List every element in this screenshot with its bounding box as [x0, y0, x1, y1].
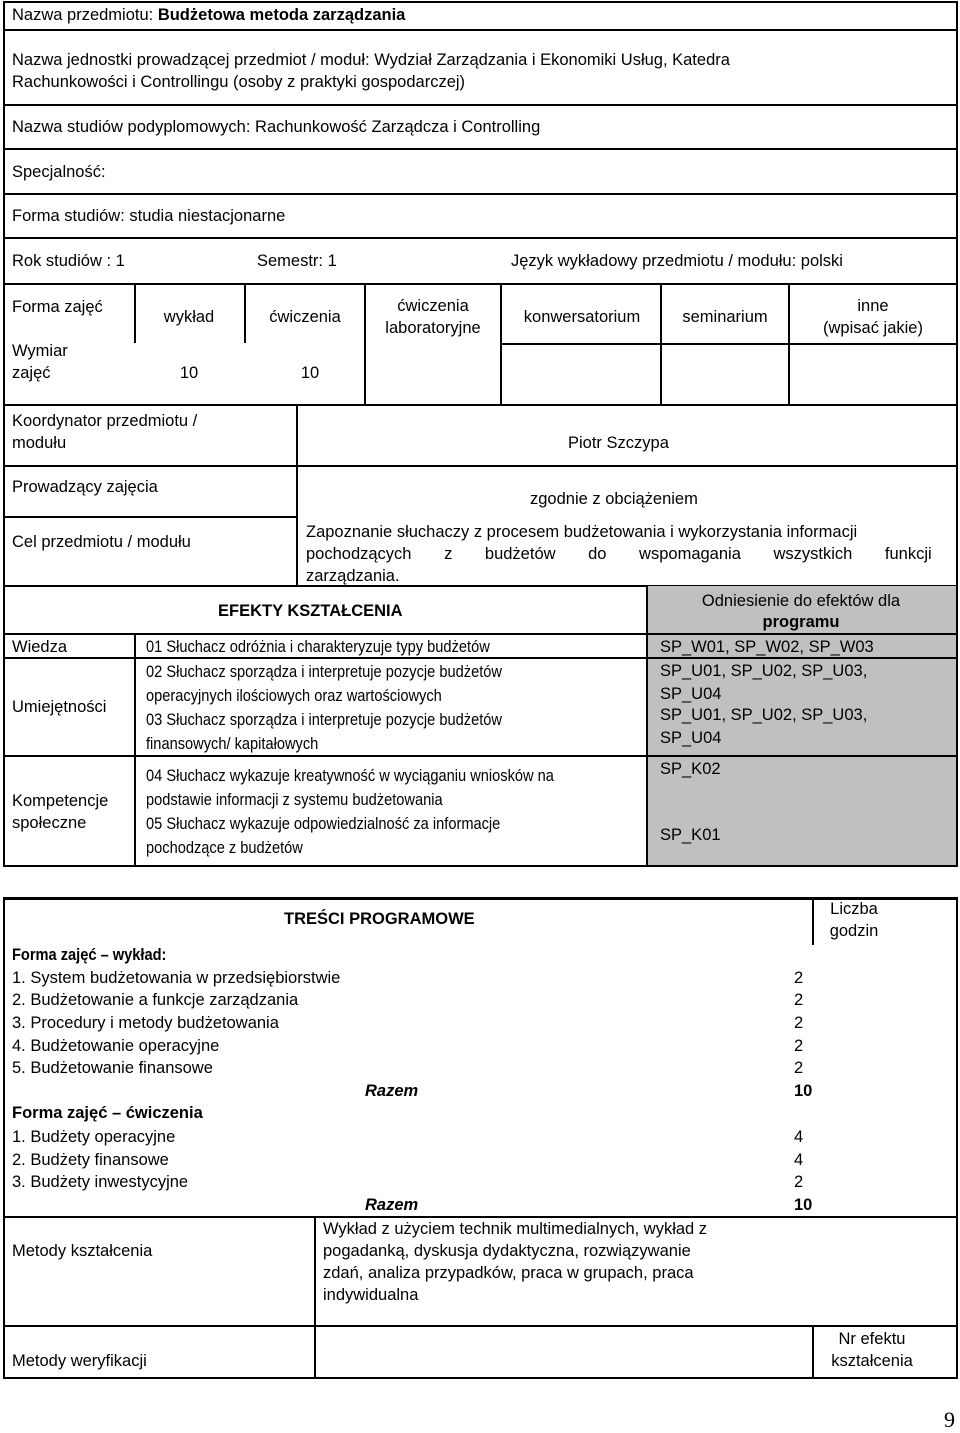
coordinator-value: Piotr Szczypa [568, 434, 669, 452]
form-conversatory: konwersatorium [523, 308, 641, 326]
semester: Semestr: 1 [257, 252, 337, 270]
verification-label: Metody weryfikacji [12, 1352, 147, 1370]
subject-name-label: Nazwa przedmiotu: [12, 6, 158, 24]
effects-title: EFEKTY KSZTAŁCENIA [218, 602, 403, 620]
effect-04-line-2: podstawie informacji z systemu budżetowania [146, 790, 443, 809]
unit-line-2: Rachunkowości i Controllingu (osoby z praktyki gospodarczej) [12, 73, 466, 91]
effect-01-ref: SP_W01, SP_W02, SP_W03 [660, 638, 874, 656]
exercise-item-hours: 2 [794, 1173, 804, 1191]
goal-line-2 [306, 543, 946, 565]
form-exercises: ćwiczenia [269, 308, 341, 326]
lecture-item-hours: 2 [794, 991, 804, 1009]
effect-no-header-1: Nr efektu [838, 1330, 906, 1348]
coordinator-label-2: modułu [12, 434, 67, 452]
effect-05-line-1: 05 Słuchacz wykazuje odpowiedzialność za informacje [146, 814, 501, 833]
form-lab-2: laboratoryjne [385, 319, 481, 337]
effect-05-ref: SP_K01 [660, 826, 721, 844]
subject-name [12, 4, 405, 26]
teacher-label: Prowadzący zajęcia [12, 478, 158, 496]
effect-05-line-2: pochodzące z budżetów [146, 838, 303, 857]
methods-line-2: pogadanką, dyskusja dydaktyczna, rozwiązywanie [323, 1242, 691, 1260]
exercise-item: 2. Budżety finansowe [12, 1151, 169, 1169]
exercise-item: 3. Budżety inwestycyjne [12, 1173, 189, 1191]
forms-label: Forma zajęć [12, 298, 103, 316]
effects-ref-header-2: programu [762, 613, 840, 631]
form-seminar: seminarium [682, 308, 768, 326]
lecture-item: 3. Procedury i metody budżetowania [12, 1014, 279, 1032]
effect-03-line-1: 03 Słuchacz sporządza i interpretuje pozycje budżetów [146, 710, 502, 729]
exercises-total: 10 [794, 1196, 813, 1214]
methods-line-1: Wykład z użyciem technik multimedialnych, wykład z [323, 1220, 708, 1238]
effect-02-ref-2: SP_U04 [660, 685, 722, 703]
lecture-hours: 10 [179, 364, 199, 382]
lecture-item-hours: 2 [794, 969, 804, 987]
hours-header-2: godzin [829, 922, 879, 940]
lecture-item-hours: 2 [794, 1014, 804, 1032]
exercise-item-hours: 4 [794, 1151, 804, 1169]
exercises-hours: 10 [300, 364, 320, 382]
subject-name-value: Budżetowa metoda zarządzania [157, 6, 406, 24]
lecture-item: 2. Budżetowanie a funkcje zarządzania [12, 991, 299, 1009]
lecture-item-hours: 2 [794, 1037, 804, 1055]
lecture-item: 1. System budżetowania w przedsiębiorstwie [12, 969, 341, 987]
studies-name: Nazwa studiów podyplomowych: Rachunkowość Zarządcza i Controlling [12, 118, 541, 136]
lecture-section-header: Forma zajęć – wykład: [12, 945, 167, 964]
effect-04-ref: SP_K02 [660, 760, 721, 778]
exercises-total-label: Razem [365, 1196, 419, 1214]
exercise-item-hours: 4 [794, 1128, 804, 1146]
knowledge-label: Wiedza [12, 638, 68, 656]
effects-ref-header-1: Odniesienie do efektów dla [701, 592, 901, 610]
lecture-item: 4. Budżetowanie operacyjne [12, 1037, 220, 1055]
goal-label: Cel przedmiotu / modułu [12, 533, 191, 551]
page-number: 9 [944, 1407, 955, 1432]
effect-02-line-2: operacyjnych ilościowych oraz wartościowych [146, 686, 442, 705]
exercise-item: 1. Budżety operacyjne [12, 1128, 176, 1146]
effect-03-ref-1: SP_U01, SP_U02, SP_U03, [660, 706, 868, 724]
study-form: Forma studiów: studia niestacjonarne [12, 207, 286, 225]
effect-04-line-1: 04 Słuchacz wykazuje kreatywność w wyciąganiu wniosków na [146, 766, 554, 785]
unit-line-1: Nazwa jednostki prowadzącej przedmiot / moduł: Wydział Zarządzania i Ekonomiki Usług, Katedra [12, 51, 730, 69]
competence-label-2: społeczne [12, 814, 87, 832]
lecture-total-label: Razem [365, 1082, 419, 1100]
effect-02-ref-1: SP_U01, SP_U02, SP_U03, [660, 662, 868, 680]
lecture-item-hours: 2 [794, 1059, 804, 1077]
specialty: Specjalność: [12, 163, 106, 181]
form-lab-1: ćwiczenia [397, 297, 469, 315]
skills-label: Umiejętności [12, 698, 107, 716]
program-title: TREŚCI PROGRAMOWE [284, 910, 475, 928]
goal-line-2-text: pochodzących z budżetów do wspomagania wszystkich funkcji [306, 545, 932, 563]
exercises-section-header: Forma zajęć – ćwiczenia [12, 1104, 203, 1122]
methods-label: Metody kształcenia [12, 1242, 153, 1260]
lecture-total: 10 [794, 1082, 813, 1100]
coordinator-label-1: Koordynator przedmiotu / [12, 412, 198, 430]
hours-label-2: zajęć [12, 364, 51, 382]
form-other-1: inne [857, 297, 889, 315]
effect-03-line-2: finansowych/ kapitałowych [146, 734, 319, 753]
goal-line-1: Zapoznanie słuchaczy z procesem budżetowania i wykorzystania informacji [306, 523, 858, 541]
lecture-item: 5. Budżetowanie finansowe [12, 1059, 213, 1077]
methods-line-3: zdań, analiza przypadków, praca w grupach, praca [323, 1264, 694, 1282]
methods-line-4: indywidualna [323, 1286, 419, 1304]
teacher-value: zgodnie z obciążeniem [530, 490, 698, 508]
language: Język wykładowy przedmiotu / modułu: polski [511, 252, 843, 270]
competence-label-1: Kompetencje [12, 792, 109, 810]
effect-no-header-2: kształcenia [831, 1352, 913, 1370]
hours-header-1: Liczba [830, 900, 878, 918]
effect-03-ref-2: SP_U04 [660, 729, 722, 747]
form-lecture: wykład [163, 308, 215, 326]
effect-02-line-1: 02 Słuchacz sporządza i interpretuje pozycje budżetów [146, 662, 502, 681]
study-year: Rok studiów : 1 [12, 252, 125, 270]
hours-label-1: Wymiar [12, 342, 68, 360]
effect-01: 01 Słuchacz odróżnia i charakteryzuje typy budżetów [146, 637, 490, 656]
goal-line-3: zarządzania. [306, 567, 400, 585]
form-other-2: (wpisać jakie) [823, 319, 923, 337]
